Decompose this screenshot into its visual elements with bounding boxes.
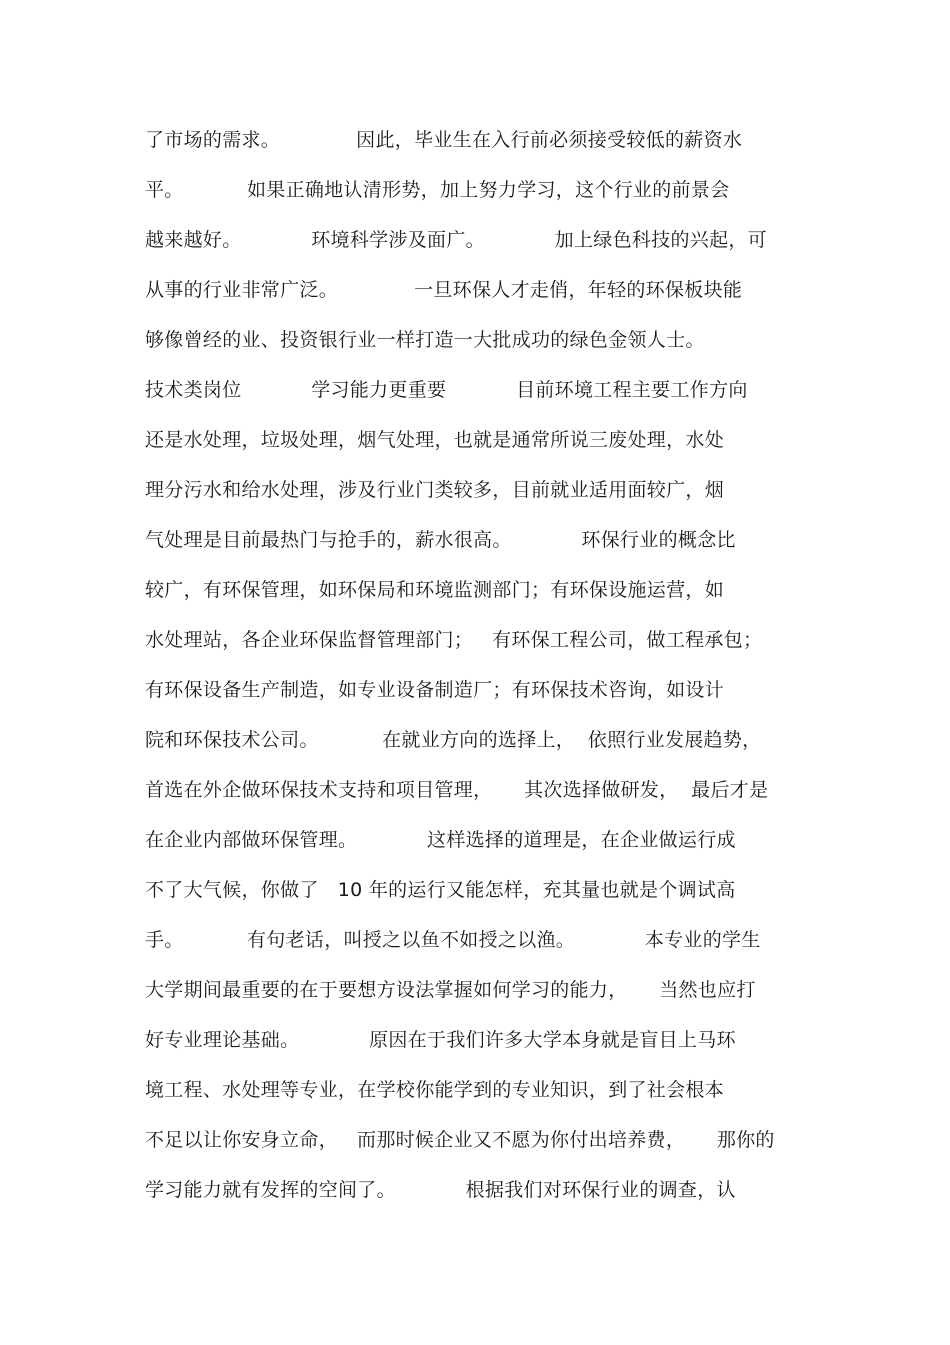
text-line: 手。 有句老话，叫授之以鱼不如授之以渔。 本专业的学生: [145, 929, 761, 951]
text-line: 水处理站，各企业环保监督管理部门； 有环保工程公司，做工程承包；: [145, 629, 763, 651]
text-line: 较广，有环保管理，如环保局和环境监测部门；有环保设施运营，如: [145, 579, 725, 601]
text-line: 境工程、水处理等专业，在学校你能学到的专业知识，到了社会根本: [145, 1079, 725, 1101]
text-line: 有环保设备生产制造，如专业设备制造厂；有环保技术咨询，如设计: [145, 679, 725, 701]
text-line: 技术类岗位 学习能力更重要 目前环境工程主要工作方向: [145, 379, 748, 401]
text-line: 学习能力就有发挥的空间了。 根据我们对环保行业的调查，认: [145, 1179, 736, 1201]
text-line: 平。 如果正确地认清形势，加上努力学习，这个行业的前景会: [145, 179, 730, 201]
text-line: 院和环保技术公司。 在就业方向的选择上， 依照行业发展趋势，: [145, 729, 762, 751]
text-line: 好专业理论基础。 原因在于我们许多大学本身就是盲目上马环: [145, 1029, 736, 1051]
text-line: 还是水处理，垃圾处理，烟气处理，也就是通常所说三废处理，水处: [145, 429, 725, 451]
text-line: 在企业内部做环保管理。 这样选择的道理是，在企业做运行成: [145, 829, 736, 851]
text-line: 大学期间最重要的在于要想方设法掌握如何学习的能力， 当然也应打: [145, 979, 756, 1001]
text-line: 越来越好。 环境科学涉及面广。 加上绿色科技的兴起，可: [145, 229, 767, 251]
text-line: 够像曾经的业、投资银行业一样打造一大批成功的绿色金领人士。: [145, 329, 705, 351]
body-text: [145, 122, 815, 1222]
text-line: 气处理是目前最热门与抢手的，薪水很高。 环保行业的概念比: [145, 529, 736, 551]
text-line: 了市场的需求。 因此，毕业生在入行前必须接受较低的薪资水: [145, 129, 743, 151]
text-line: 不足以让你安身立命， 而那时候企业又不愿为你付出培养费， 那你的: [145, 1129, 775, 1151]
text-line: 理分污水和给水处理，涉及行业门类较多，目前就业适用面较广，烟: [145, 479, 725, 501]
text-line: 从事的行业非常广泛。 一旦环保人才走俏，年轻的环保板块能: [145, 279, 743, 301]
text-line: 不了大气候，你做了 10 年的运行又能怎样，充其量也就是个调试高: [145, 879, 736, 901]
text-line: 首选在外企做环保技术支持和项目管理， 其次选择做研发， 最后才是: [145, 779, 769, 801]
